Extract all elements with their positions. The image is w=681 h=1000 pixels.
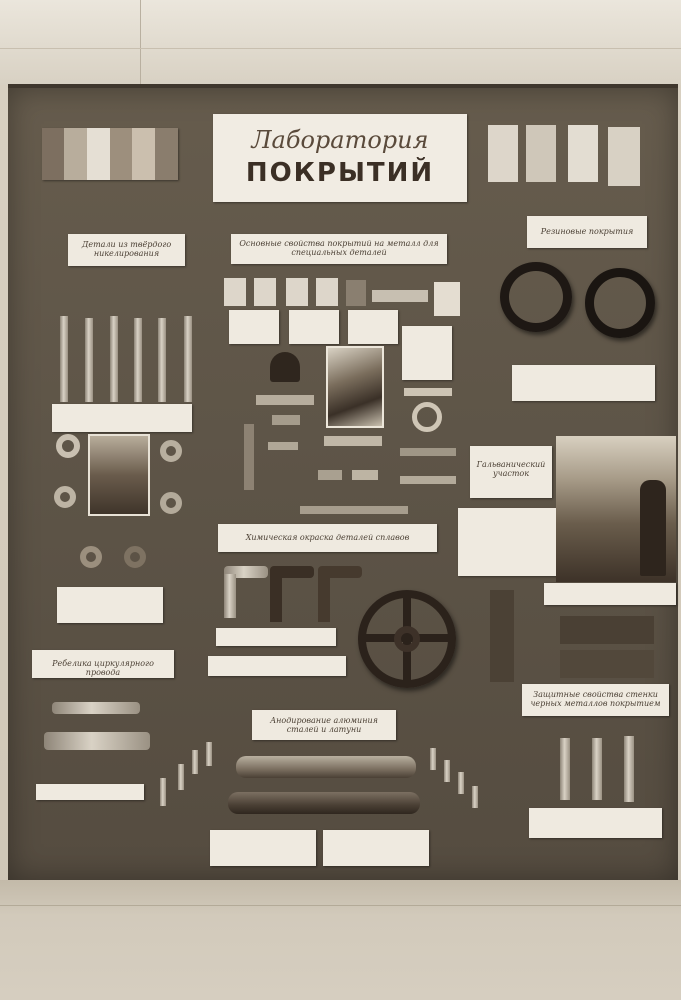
rubber-ring [500, 262, 572, 332]
metal-sample-plate [488, 125, 518, 182]
floor-seam [0, 905, 681, 906]
blank-card [289, 310, 339, 344]
metal-rod [134, 318, 142, 402]
label-card [231, 234, 447, 264]
metal-tag [300, 506, 408, 514]
label-text: Основные свойства покрытий на металл для специальных деталей [239, 239, 439, 257]
blank-card [208, 656, 346, 676]
pin [472, 786, 478, 808]
wall [0, 0, 681, 85]
blank-card [323, 830, 429, 866]
blank-card [544, 583, 676, 605]
metal-tag [244, 424, 254, 490]
metal-tag [400, 476, 456, 484]
pin [192, 750, 198, 774]
color-sample-strip [42, 128, 178, 180]
pin [458, 772, 464, 794]
metal-tag [268, 442, 298, 450]
metal-tag [316, 278, 338, 306]
washer [160, 492, 182, 514]
washer [124, 546, 146, 568]
pin [430, 748, 436, 770]
coated-bar [490, 590, 514, 682]
label-card [527, 216, 647, 248]
metal-rod [560, 738, 570, 800]
washer [80, 546, 102, 568]
metal-tag [372, 290, 428, 302]
rubber-hose [236, 756, 416, 778]
pin [444, 760, 450, 782]
metal-sample-plate [526, 125, 556, 182]
label-card [512, 365, 655, 401]
blank-card [210, 830, 316, 866]
coated-plate [560, 616, 654, 644]
metal-tag [434, 282, 460, 316]
exhibit-title-line1: Лаборатория [251, 126, 429, 154]
exhibit-title-line2: ПОКРЫТИЙ [245, 158, 435, 188]
metal-tag [404, 388, 452, 396]
label-text: Химическая окраска деталей сплавов [245, 533, 410, 542]
rubber-ring [585, 268, 655, 338]
valve-handle [270, 574, 282, 622]
metal-rod [624, 736, 634, 802]
label-text: Резиновые покрытия [540, 227, 634, 236]
valve-handle [224, 574, 236, 618]
metal-rod [110, 316, 118, 402]
washer [160, 440, 182, 462]
label-text: Детали из твёрдого никелирования [81, 240, 172, 258]
floor [0, 880, 681, 1000]
metal-tag [318, 470, 342, 480]
metal-tag [272, 415, 300, 425]
blank-card [458, 508, 564, 576]
valve-handle [318, 574, 330, 622]
center-photo [326, 346, 384, 428]
washer [54, 486, 76, 508]
rubber-hose [228, 792, 420, 814]
label-card [470, 446, 552, 498]
metal-sample-plate [608, 127, 640, 186]
workshop-photo-figure [640, 480, 666, 576]
blank-card [52, 404, 192, 432]
label-text: Защитные свойства стенки черных металлов покрытием [530, 690, 661, 708]
emblem-ring [412, 402, 442, 432]
label-card [218, 524, 437, 552]
blank-card [402, 326, 452, 380]
washer [56, 434, 80, 458]
blank-card [529, 808, 662, 838]
blank-card [348, 310, 398, 344]
emblem-part [270, 352, 300, 382]
wall-seam [0, 48, 681, 49]
label-text: Анодирование алюминия сталей и латуни [270, 716, 378, 734]
label-card [252, 710, 396, 740]
metal-tag [400, 448, 456, 456]
pin [178, 764, 184, 790]
metal-rod [592, 738, 602, 800]
metal-tag [324, 436, 382, 446]
metal-tag [286, 278, 308, 306]
threaded-bolt [44, 732, 150, 750]
blank-card [216, 628, 336, 646]
metal-rod [184, 316, 192, 402]
label-text: Гальванический участок [476, 460, 546, 478]
metal-tag [224, 278, 246, 306]
blank-card [57, 587, 163, 623]
metal-tag [256, 395, 314, 405]
metal-rod [60, 316, 68, 402]
metal-sample-plate [568, 125, 598, 182]
metal-tag [352, 470, 378, 480]
coated-plate [560, 650, 654, 678]
wall-seam [140, 0, 141, 85]
label-card [68, 234, 185, 266]
handwheel-hub [394, 626, 420, 652]
label-card [522, 684, 669, 716]
label-text: Ребелика циркулярного провода [52, 659, 154, 677]
label-card [32, 650, 174, 678]
metal-tag [254, 278, 276, 306]
metal-tag [346, 280, 366, 306]
threaded-bolt [52, 702, 140, 714]
small-photo [88, 434, 150, 516]
blank-card [36, 784, 144, 800]
blank-card [229, 310, 279, 344]
pin [206, 742, 212, 766]
pin [160, 778, 166, 806]
metal-rod [85, 318, 93, 402]
metal-rod [158, 318, 166, 402]
exhibit-title-card [213, 114, 467, 202]
